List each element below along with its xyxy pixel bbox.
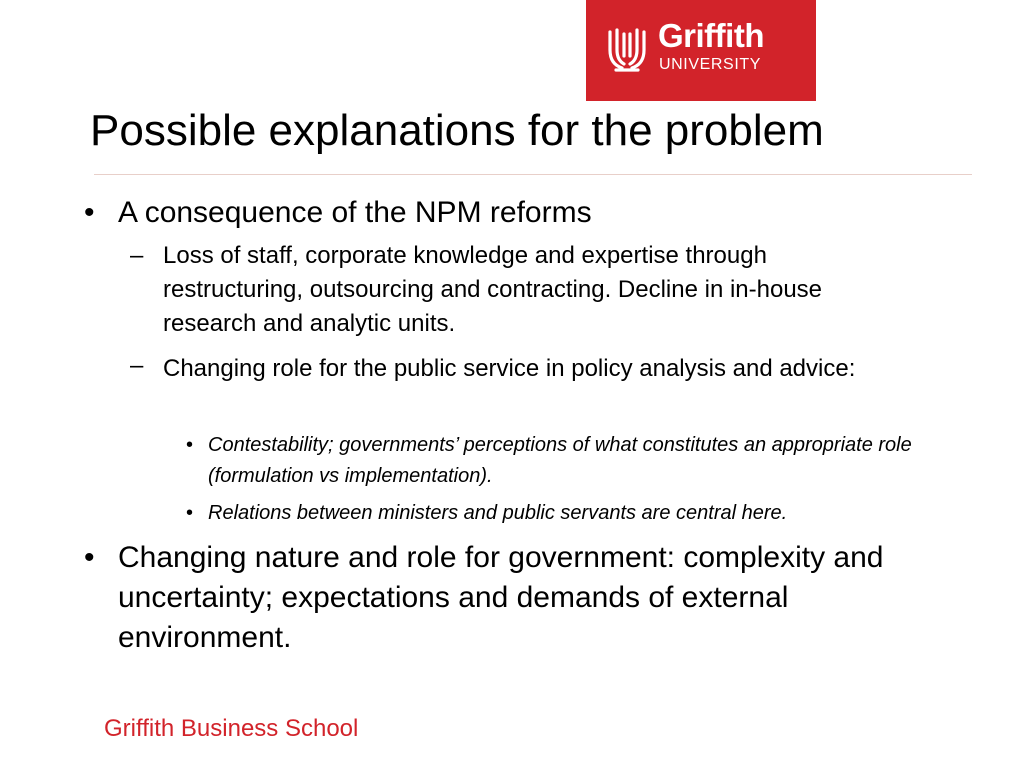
footer-school-name: Griffith Business School (104, 715, 359, 742)
bullet-marker: • (84, 196, 95, 229)
griffith-crest-icon (606, 26, 652, 74)
bullet-marker: • (186, 502, 194, 524)
slide-title: Possible explanations for the problem (90, 106, 824, 155)
title-divider (94, 174, 972, 175)
bullet-marker: • (186, 434, 194, 456)
logo-subtitle: UNIVERSITY (659, 56, 762, 73)
bullet-text: Changing nature and role for government: complexity and uncertainty; expectations and demands of external environment. (118, 541, 884, 654)
bullet-marker: • (84, 541, 95, 574)
sub-sub-bullet-text: Contestability; governments’ perceptions of what constitutes an appropriate role (formulation vs implementation). (208, 434, 912, 487)
logo-name: Griffith (658, 17, 764, 54)
dash-marker: – (130, 352, 144, 379)
bullet-text: A consequence of the NPM reforms (118, 196, 592, 229)
sub-sub-bullet-text: Relations between ministers and public servants are central here. (208, 502, 788, 524)
dash-marker: – (130, 242, 144, 269)
sub-bullet-text: Loss of staff, corporate knowledge and expertise through restructuring, outsourcing and contracting. Decline in in-house research and analytic units. (163, 242, 823, 337)
griffith-logo (586, 0, 816, 101)
sub-bullet-text: Changing role for the public service in policy analysis and advice: (163, 355, 856, 382)
